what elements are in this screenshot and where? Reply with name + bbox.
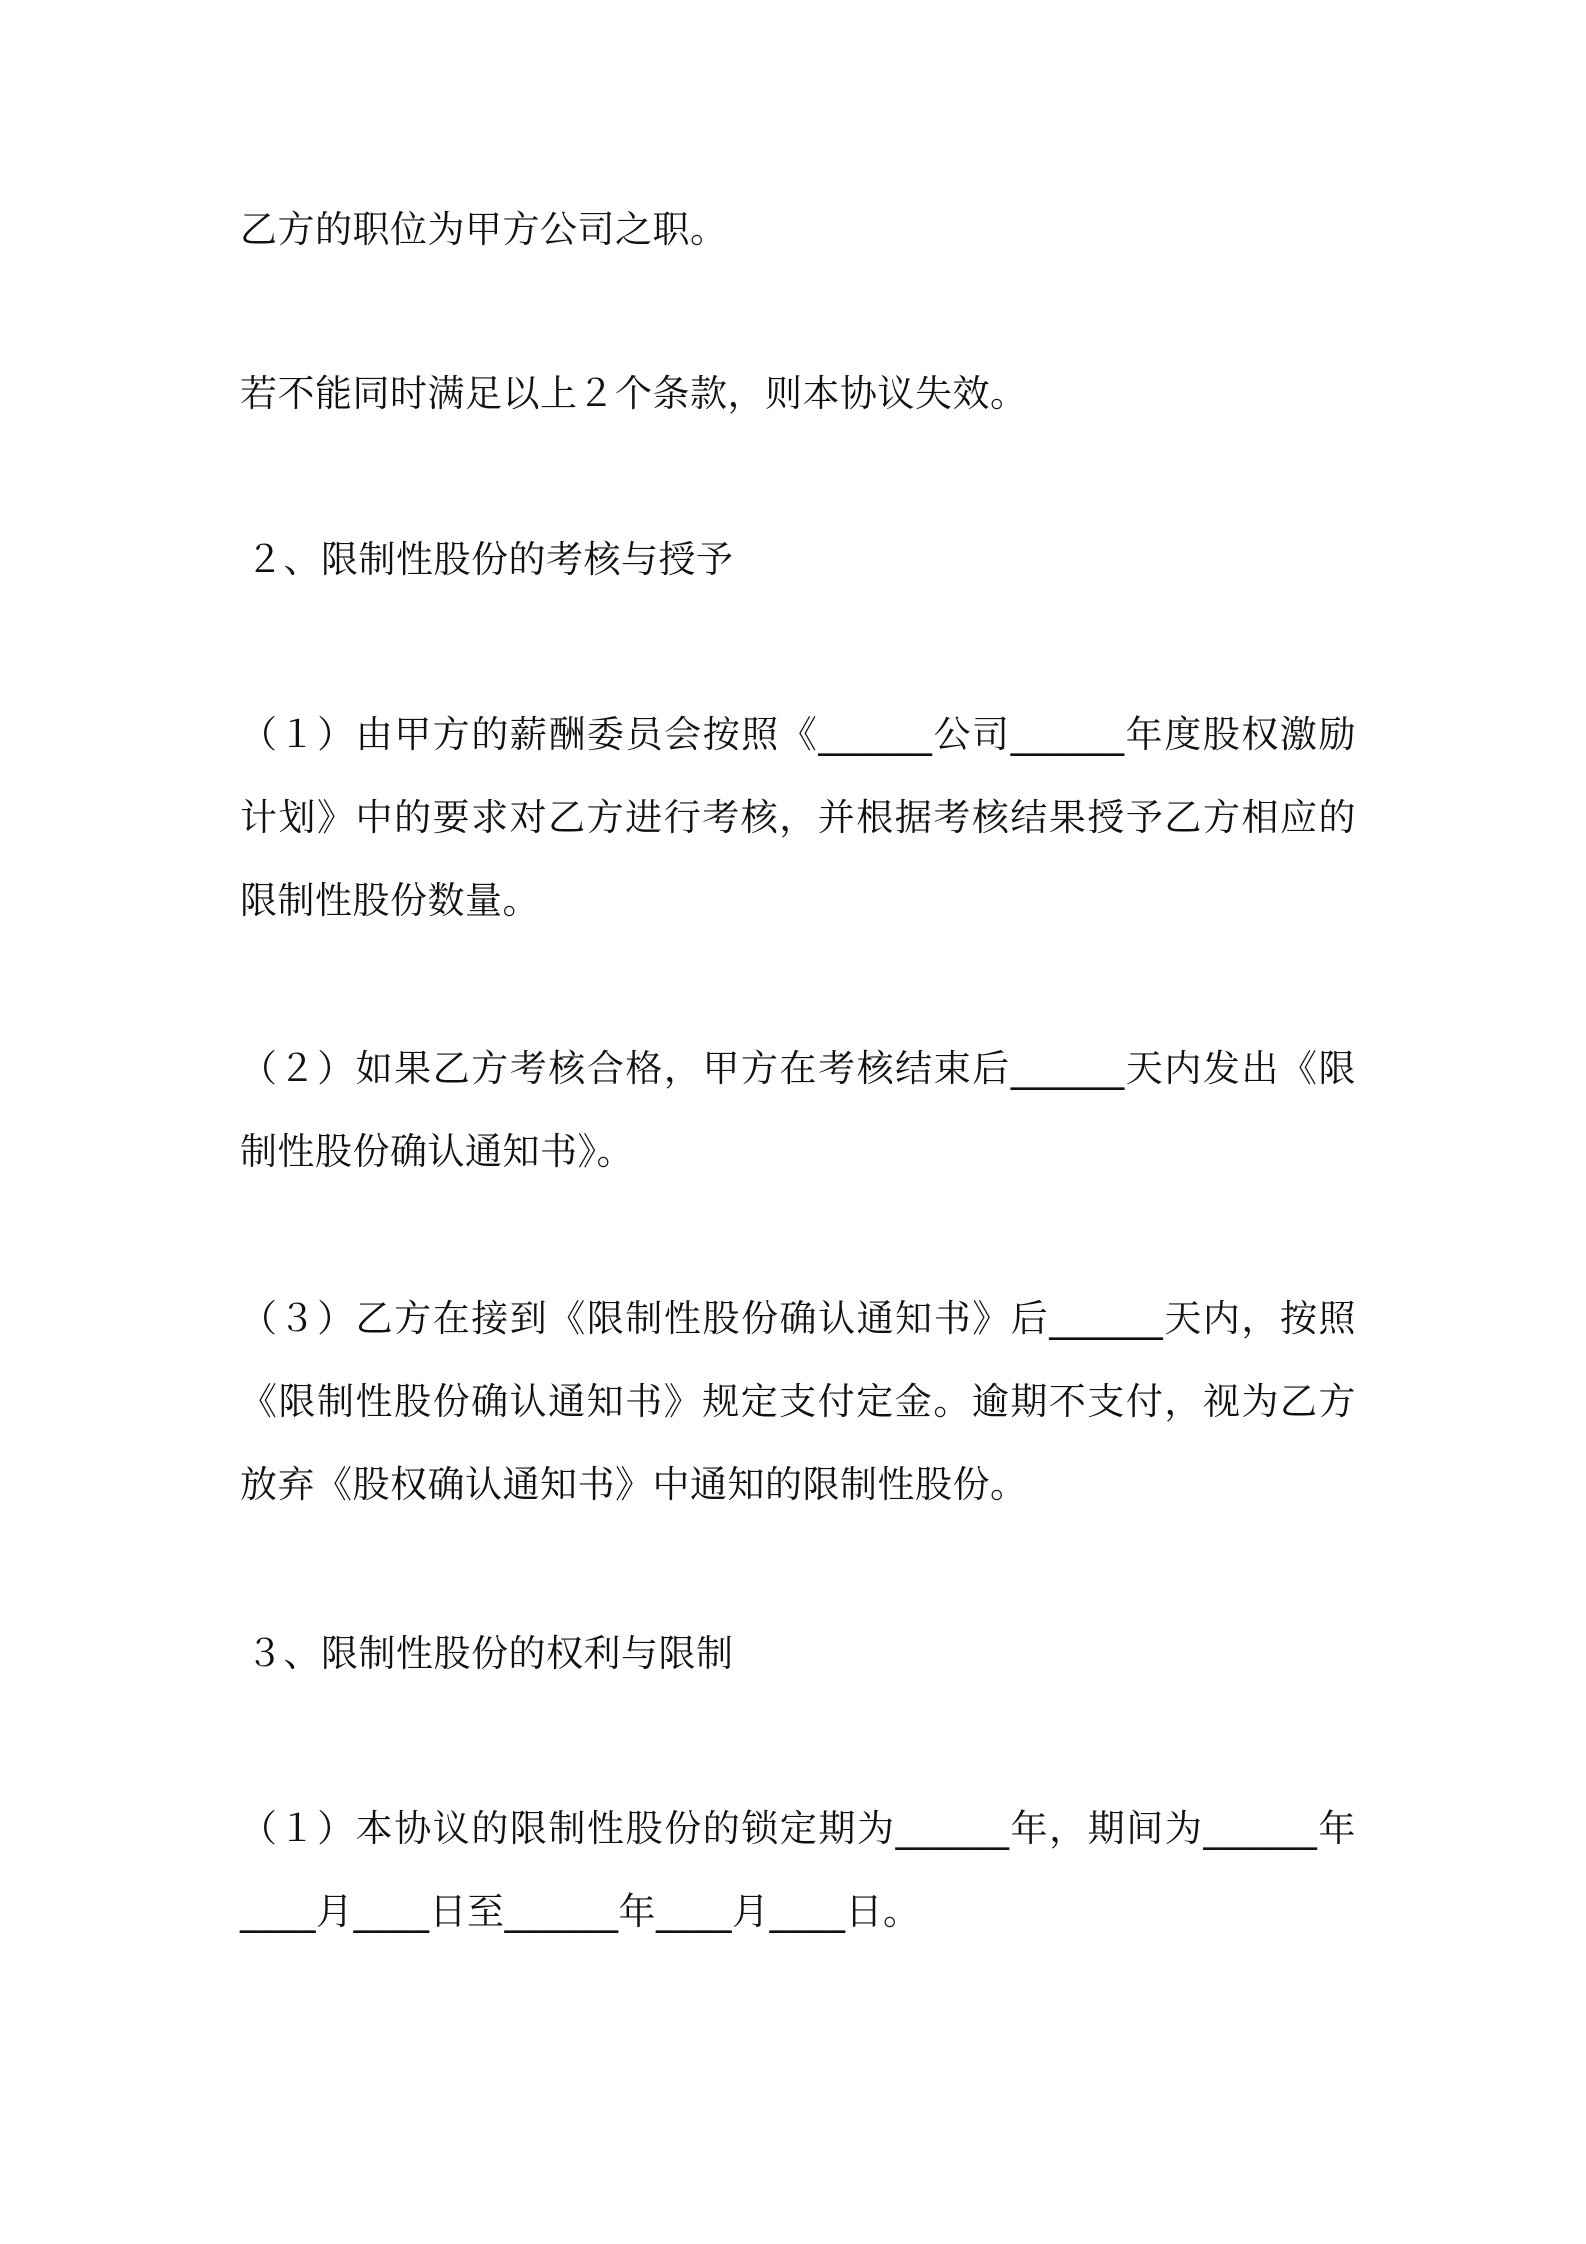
paragraph-clause-2-3: （３）乙方在接到《限制性股份确认通知书》后______天内，按照《限制性股份确认通知书》规定支付定金。逾期不支付，视为乙方放弃《股权确认通知书》中通知的限制性股份。 [240, 1297, 1356, 1506]
paragraph-clause-3-1: （１）本协议的限制性股份的锁定期为______年，期间为______年____月____日至______年____月____日。 [240, 1807, 1356, 1933]
paragraph-position-clause: 乙方的职位为甲方公司之职。 [240, 208, 728, 251]
paragraph-clause-2-1: （１）由甲方的薪酬委员会按照《______公司______年度股权激励计划》中的要求对乙方进行考核，并根据考核结果授予乙方相应的限制性股份数量。 [240, 713, 1356, 922]
section-heading-2: ２、限制性股份的考核与授予 [246, 538, 734, 581]
section-heading-3: ３、限制性股份的权利与限制 [246, 1632, 734, 1675]
paragraph-invalidity-clause: 若不能同时满足以上２个条款，则本协议失效。 [240, 372, 1028, 415]
paragraph-clause-2-2: （２）如果乙方考核合格，甲方在考核结束后______天内发出《限制性股份确认通知书》。 [240, 1047, 1356, 1173]
